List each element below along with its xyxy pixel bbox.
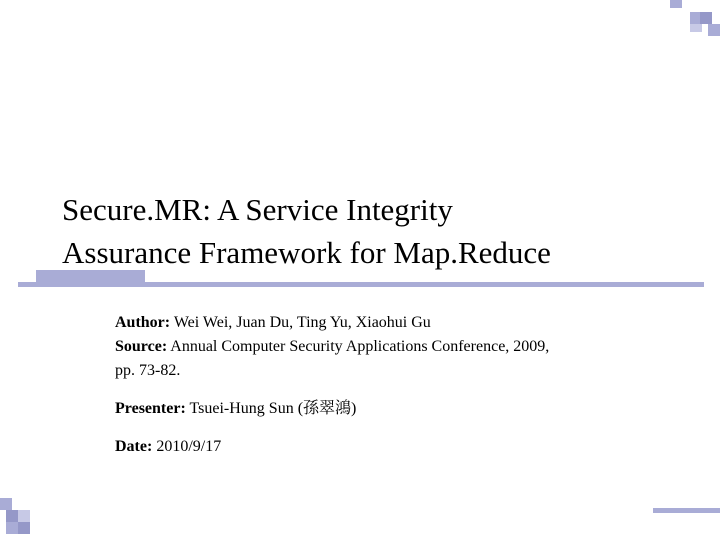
author-line bbox=[115, 311, 675, 335]
date-value: 2010/9/17 bbox=[152, 438, 222, 455]
deco-square bbox=[700, 12, 712, 24]
title-line-2: Assurance Framework for Map.Reduce bbox=[62, 235, 551, 270]
spacer bbox=[115, 383, 675, 397]
source-line bbox=[115, 335, 675, 359]
source-label: Source: bbox=[115, 338, 168, 355]
presenter-value: Tsuei-Hung Sun (孫翠鴻) bbox=[185, 400, 357, 417]
deco-square bbox=[708, 24, 720, 36]
presenter-label: Presenter: bbox=[115, 400, 186, 417]
bottom-accent-bar bbox=[653, 508, 720, 513]
presenter-line bbox=[115, 397, 675, 421]
source-line-cont: pp. 73-82. bbox=[115, 362, 181, 379]
title-accent-bar bbox=[36, 270, 145, 282]
author-value: Wei Wei, Juan Du, Ting Yu, Xiaohui Gu bbox=[170, 314, 431, 331]
source-value: Annual Computer Security Applications Conference, 2009, bbox=[167, 338, 550, 355]
slide-info bbox=[115, 311, 675, 459]
deco-square bbox=[670, 0, 682, 8]
deco-square bbox=[18, 510, 30, 522]
slide-title bbox=[62, 188, 702, 274]
author-label: Author: bbox=[115, 314, 171, 331]
deco-square bbox=[0, 498, 12, 510]
date-line bbox=[115, 435, 675, 459]
deco-square bbox=[6, 522, 18, 534]
deco-square bbox=[18, 522, 30, 534]
deco-square bbox=[6, 510, 18, 522]
title-line-1: Secure.MR: A Service Integrity bbox=[62, 192, 453, 227]
title-divider bbox=[18, 282, 704, 287]
deco-square bbox=[690, 24, 702, 32]
date-label: Date: bbox=[115, 438, 153, 455]
spacer bbox=[115, 421, 675, 435]
